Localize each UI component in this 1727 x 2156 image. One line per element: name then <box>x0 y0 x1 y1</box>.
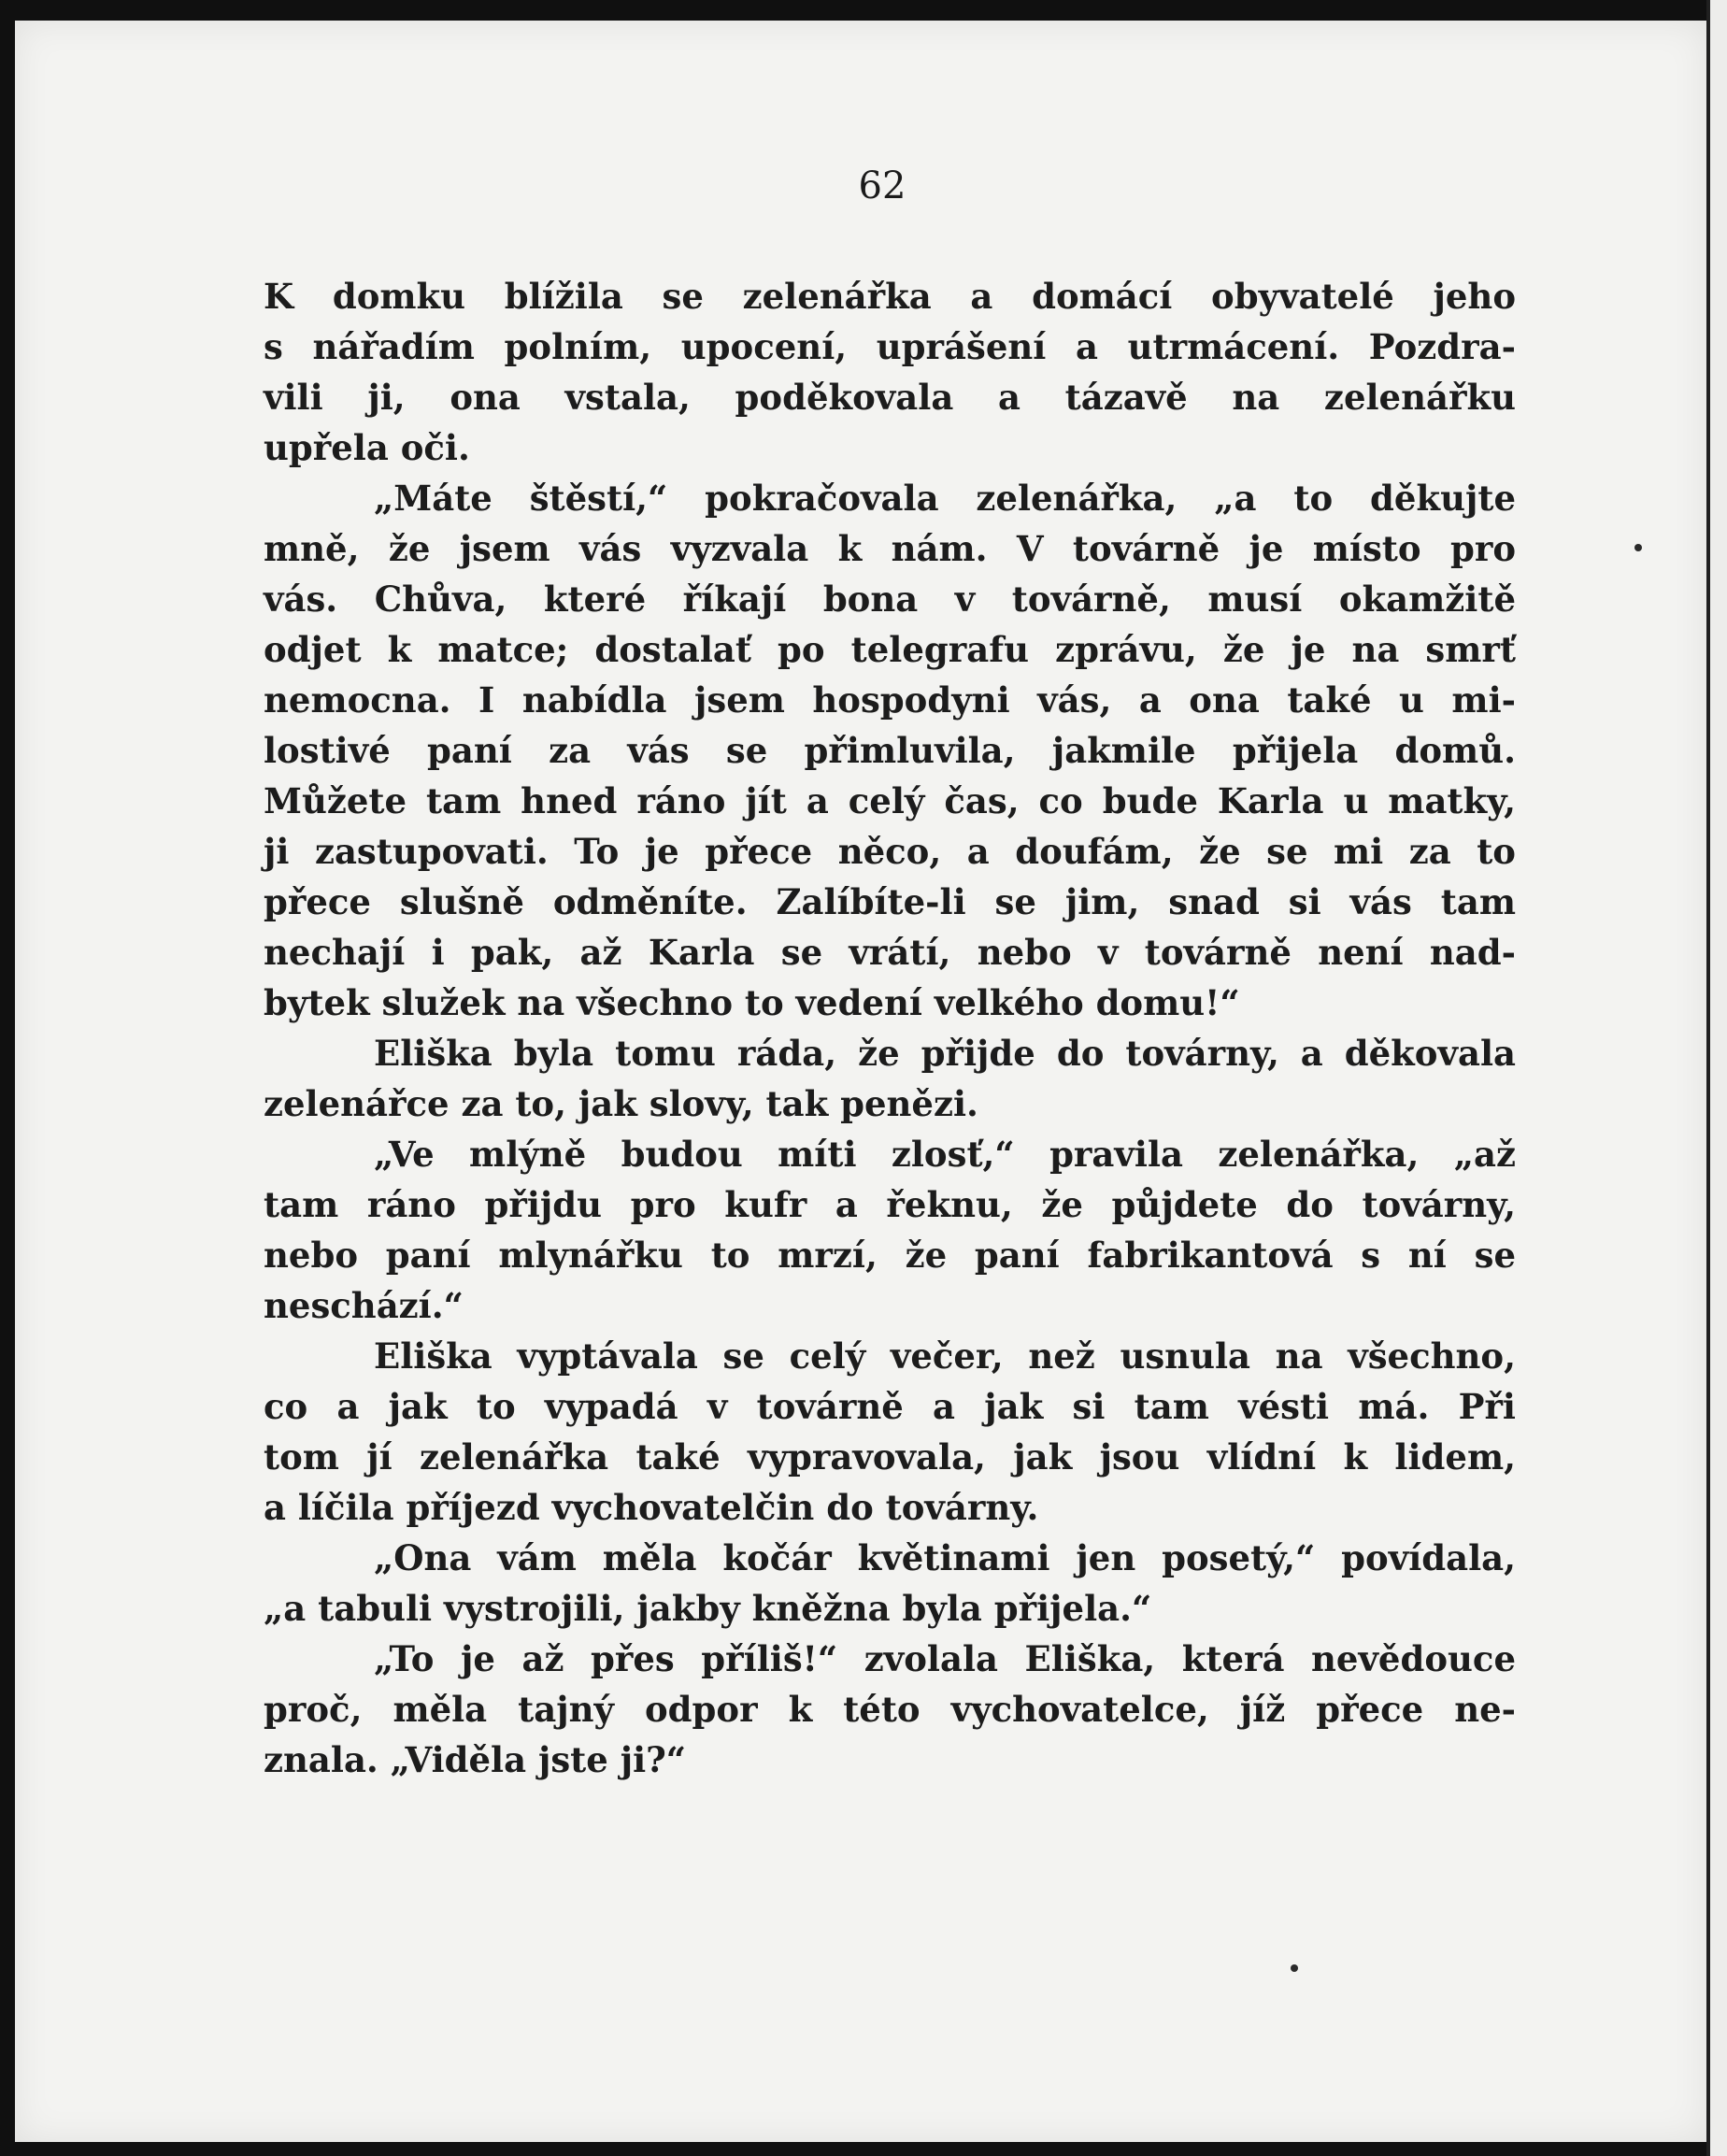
body-text <box>264 271 1516 1785</box>
text-line: „Máte štěstí,“ pokračovala zelenářka, „a to děkujte <box>374 478 1516 519</box>
text-line: Eliška vyptávala se celý večer, než usnula na všechno, <box>374 1335 1516 1377</box>
text-line: „Ve mlýně budou míti zlosť,“ pravila zelenářka, „až <box>374 1134 1516 1175</box>
text-line: „To je až přes příliš!“ zvolala Eliška, která nevědouce <box>374 1638 1516 1679</box>
text-line: tom jí zelenářka také vypravovala, jak jsou vlídní k lidem, <box>264 1436 1516 1478</box>
text-line: ji zastupovati. To je přece něco, a doufám, že se mi za to <box>264 831 1516 872</box>
text-line: nemocna. I nabídla jsem hospodyni vás, a ona také u mi- <box>264 679 1516 721</box>
text-line: tam ráno přijdu pro kufr a řeknu, že půjdete do továrny, <box>264 1184 1516 1225</box>
text-line: „Ona vám měla kočár květinami jen posetý,“ povídala, <box>374 1537 1516 1578</box>
page-edge <box>1706 0 1727 2156</box>
text-line: s nářadím polním, upocení, uprášení a utrmácení. Pozdra- <box>264 326 1516 367</box>
print-speck <box>1291 1964 1298 1972</box>
text-line: proč, měla tajný odpor k této vychovatelce, jíž přece ne- <box>264 1689 1516 1730</box>
paragraph <box>264 1028 1516 1129</box>
paragraph <box>264 1331 1516 1533</box>
text-line: nechají i pak, až Karla se vrátí, nebo v továrně není nad- <box>264 932 1516 973</box>
print-speck <box>1634 544 1642 551</box>
text-line: Můžete tam hned ráno jít a celý čas, co bude Karla u matky, <box>264 780 1516 821</box>
paragraph <box>264 1533 1516 1634</box>
paragraph <box>264 271 1516 473</box>
paragraph <box>264 473 1516 1028</box>
text-line: lostivé paní za vás se přimluvila, jakmile přijela domů. <box>264 730 1516 771</box>
text-line: znala. „Viděla jste ji?“ <box>264 1739 687 1780</box>
page-number: 62 <box>858 164 906 207</box>
text-line: a líčila příjezd vychovatelčin do továrny. <box>264 1487 1039 1528</box>
text-line: zelenářce za to, jak slovy, tak penězi. <box>264 1083 978 1124</box>
text-line: bytek služek na všechno to vedení velkého domu!“ <box>264 982 1240 1023</box>
text-line: nebo paní mlynářku to mrzí, že paní fabrikantová s ní se <box>264 1235 1516 1276</box>
paragraph <box>264 1634 1516 1785</box>
text-line: „a tabuli vystrojili, jakby kněžna byla přijela.“ <box>264 1588 1152 1629</box>
text-line: co a jak to vypadá v továrně a jak si tam vésti má. Při <box>264 1386 1516 1427</box>
text-line: přece slušně odměníte. Zalíbíte-li se jim, snad si vás tam <box>264 881 1516 922</box>
paragraph <box>264 1129 1516 1331</box>
text-line: vili ji, ona vstala, poděkovala a tázavě na zelenářku <box>264 377 1516 418</box>
text-line: vás. Chůva, které říkají bona v továrně, musí okamžitě <box>264 578 1516 620</box>
text-line: neschází.“ <box>264 1285 464 1326</box>
text-line: Eliška byla tomu ráda, že přijde do továrny, a děkovala <box>374 1033 1516 1074</box>
text-line: K domku blížila se zelenářka a domácí obyvatelé jeho <box>264 276 1516 317</box>
text-line: mně, že jsem vás vyzvala k nám. V továrně je místo pro <box>264 528 1516 569</box>
text-line: odjet k matce; dostalať po telegrafu zprávu, že je na smrť <box>264 629 1516 670</box>
text-line: upřela oči. <box>264 427 470 468</box>
